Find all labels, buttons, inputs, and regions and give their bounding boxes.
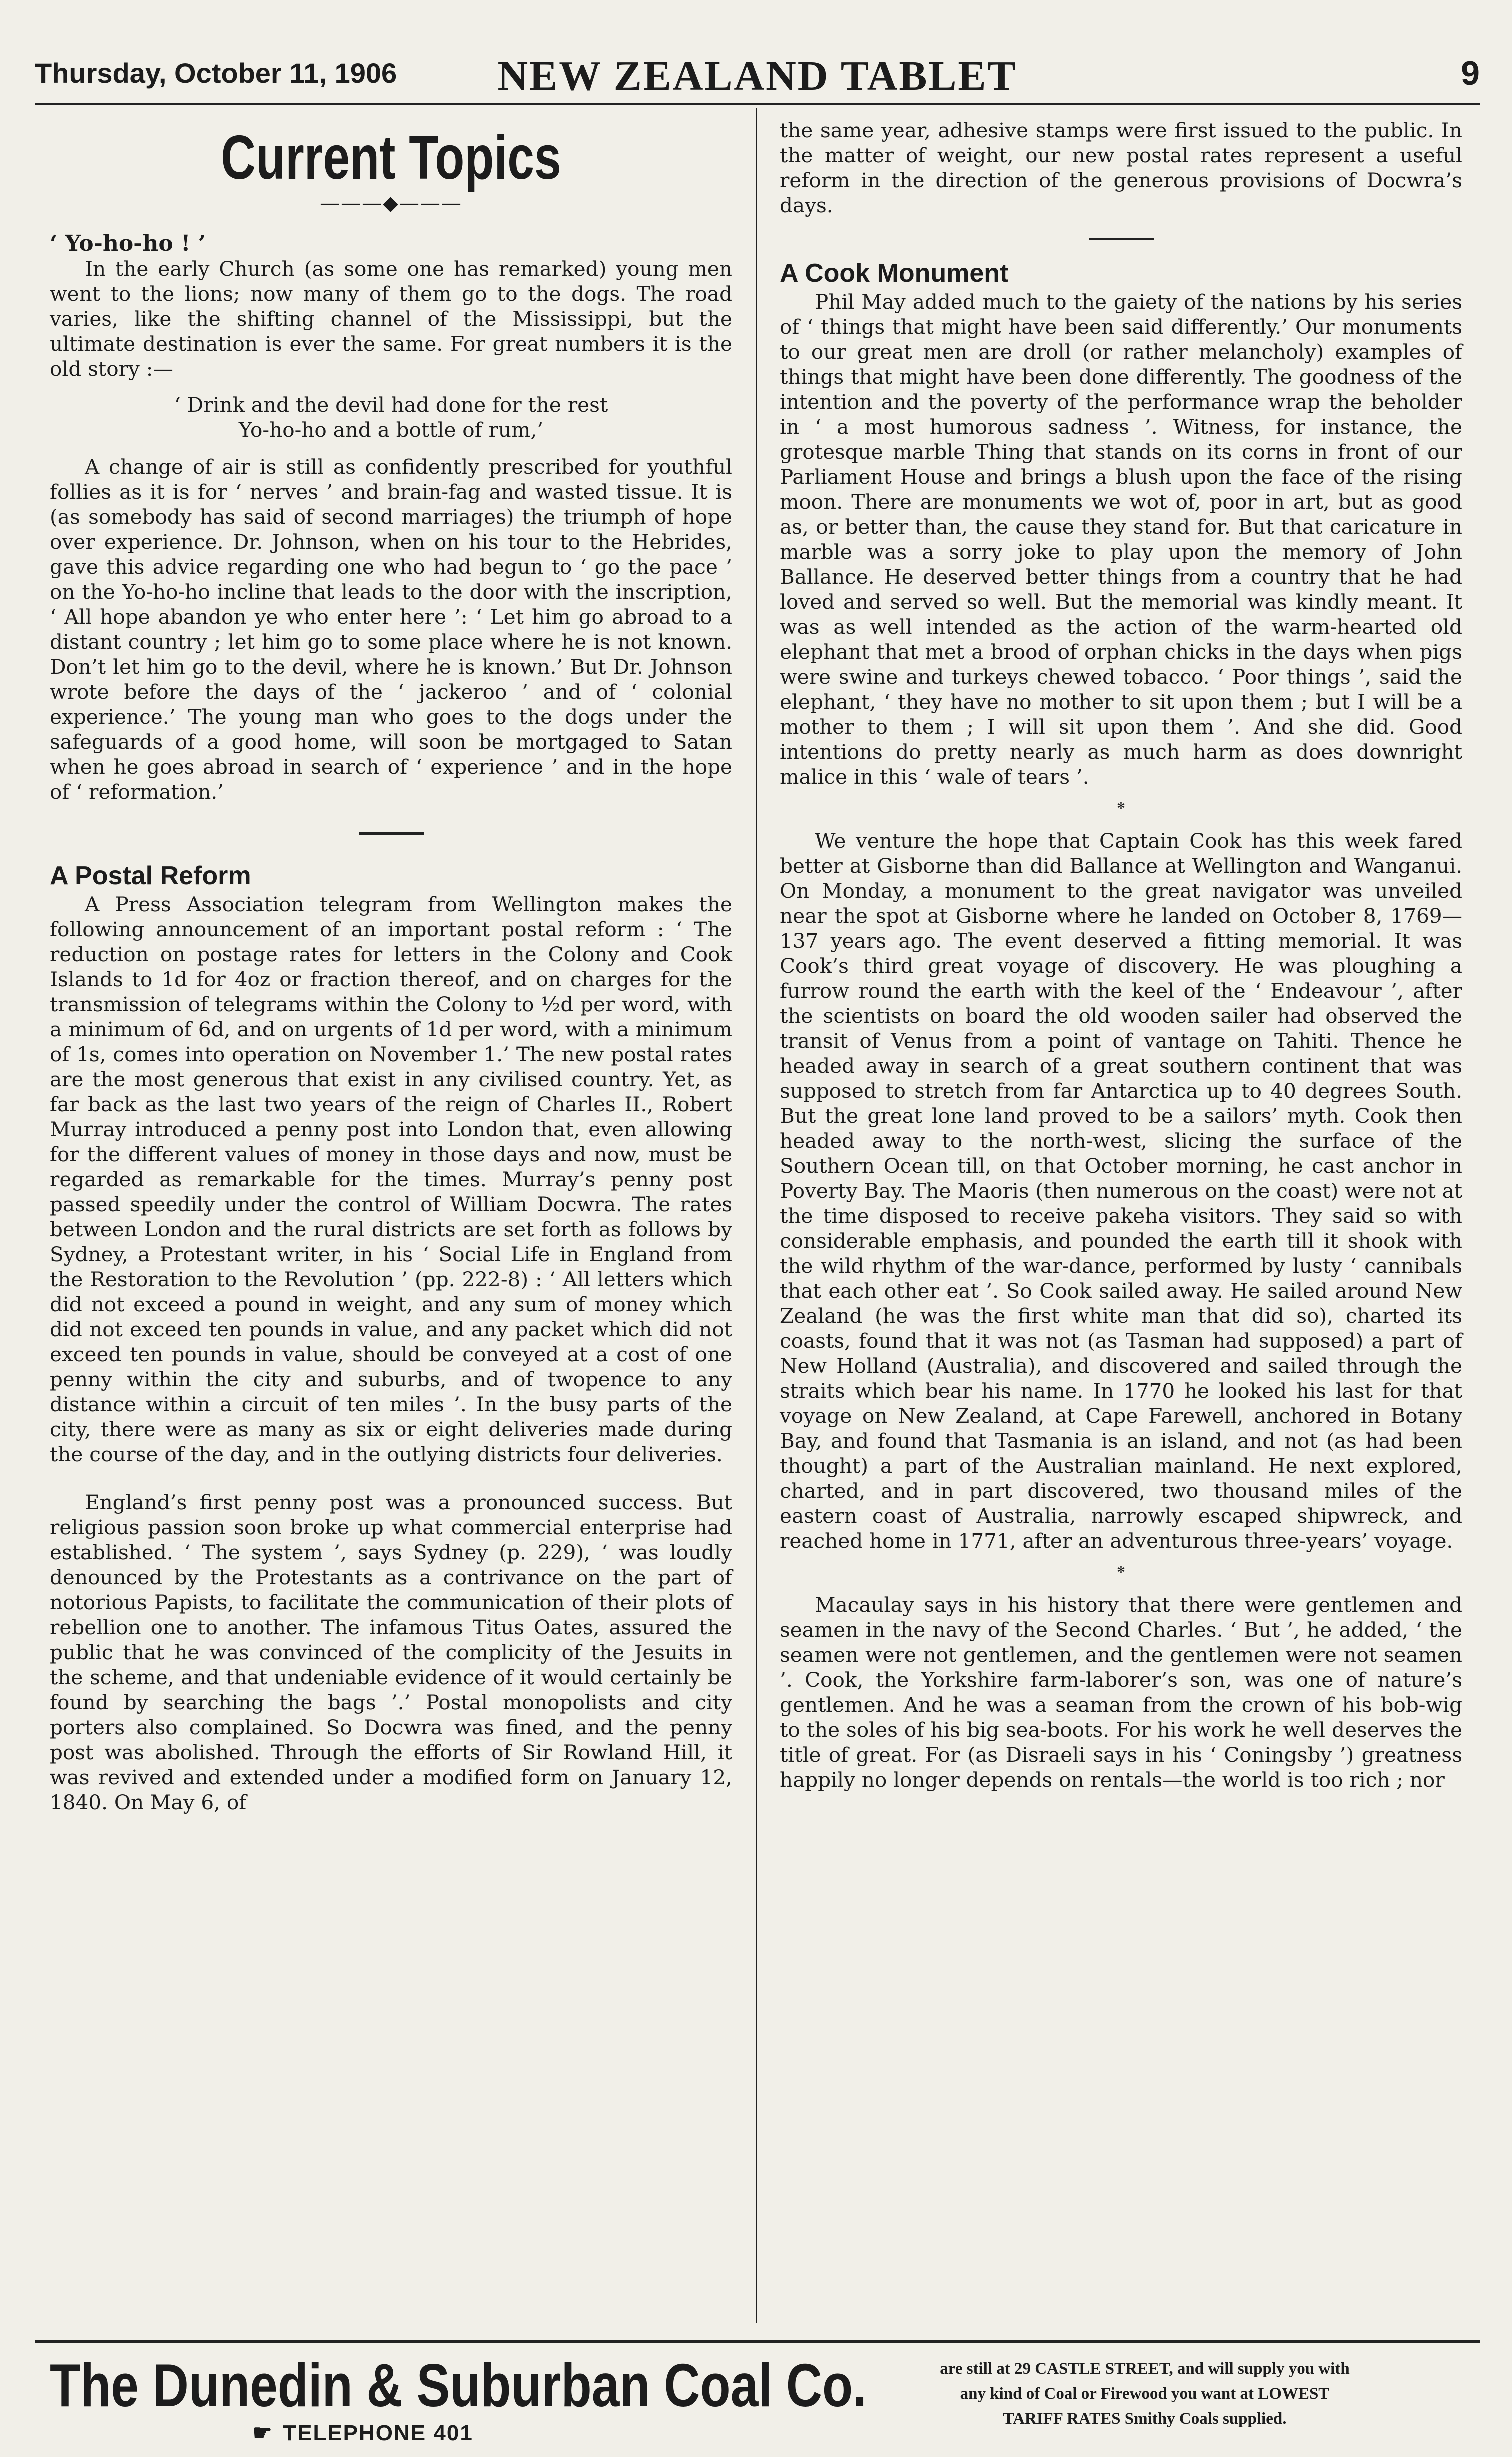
article-paragraph: England’s first penny post was a pronounced success. But religious passion soon broke up what commercial enterprise had established. ‘ The system ’, says Sydney (p. 229), ‘ was loudly denounced by the Protestants as a contrivance on the part of notorious Papists, to facilitate the communication of their plots of rebellion one to another. The infamous Titus Oates, assured the public that he was convinced of the complicity of the Jesuits in the scheme, and that undeniable evidence of it would certainly be found by searching the bags ’.’ Postal monopolists and city porters also complained. So Docwra was fined, and the penny post was abolished. Through the efforts of Sir Rowland Hill, it was revived and extended under a modified form on January 12, 1840. On May 6, of [50, 1490, 732, 1814]
phone-text: TELEPHONE 401 [283, 2421, 474, 2445]
telephone-hand-icon: ☛ [252, 2421, 274, 2445]
article-paragraph: We venture the hope that Captain Cook has this week fared better at Gisborne than did Ballance at Wellington and Wanganui. On Monday, a monument to the great navigator was unveiled near the spot at Gisborne where he landed on October 8, 1769—137 years ago. The event deserved a fitting memorial. It was Cook’s third great voyage of discovery. He was ploughing a furrow round the earth with the keel of the ‘ Endeavour ’, after the scientists on board the old wooden sailer had observed the transit of Venus from a point of vantage on Tahiti. Thence he headed away in search of a great southern continent that was supposed to stretch from far Antarctica up to 40 degrees South. But the great lone land proved to be a sailors’ myth. Cook then headed away to the north-west, slicing the surface of the Southern Ocean till, on that October morning, he cast anchor in Poverty Bay. The Maoris (then numerous on the coast) were not at the time disposed to receive pakeha visitors. They said so with considerable emphasis, and pounded the earth till it shook with the wild rhythm of the war-dance, performed by lusty ‘ cannibals that each other eat ’. So Cook sailed away. He sailed around New Zealand (he was the first white man that did so), charted its coasts, found that it was not (as Tasman had supposed) a part of New Holland (Australia), and discovered and sailed through the straits which bear his name. In 1770 he looked his last for that voyage on New Zealand, at Cape Farewell, anchored in Botany Bay, and found that Tasmania is an island, and not (as had been thought) a part of the Australian mainland. He next explored, charted, and in part discovered, two thousand miles of the eastern coast of Australia, narrowly escaped shipwreck, and reached home in 1771, after an adventurous three-years’ voyage. [780, 829, 1462, 1553]
issue-date: Thursday, October 11, 1906 [35, 57, 398, 89]
article-paragraph: Phil May added much to the gaiety of the nations by his series of ‘ things that might have been said differently.’ Our monuments to our great men are droll (or rather melancholy) examples of things that might have been done differently. The goodness of the intention and the poverty of the performance wrap the beholder in ‘ a most humorous sadness ’. Witness, for instance, the grotesque marble Thing that stands on its corns in front of our Parliament House and brings a blush upon the face of the rising moon. There are monuments we wot of, poor in art, but as good as, or better than, the cause they stand for. But that caricature in marble was a sorry joke to play upon the memory of John Ballance. He deserved better things from a country that he had loved and served so well. But the memorial was kindly meant. It was as well intended as the action of the warm-hearted old elephant that met a brood of orphan chicks in the days when pigs were swine and turkeys chewed tobacco. ‘ Poor things ’, said the elephant, ‘ they have no mother to sit upon them ; but I will be a mother to them ; I will sit upon them ’. And she did. Good intentions do pretty nearly as much harm as does downright malice in this ‘ wale of tears ’. [780, 290, 1462, 789]
article-paragraph: A change of air is still as confidently prescribed for youthful follies as it is for ‘ nerves ’ and brain-fag and wasted tissue. It is (as somebody has said of second marriages) the triumph of hope over experience. Dr. Johnson, when on his tour to the Hebrides, gave this advice regarding one who had begun to ‘ go the pace ’ on the Yo-ho-ho incline that leads to the door with the inscription, ‘ All hope abandon ye who enter here ’: ‘ Let him go abroad to a distant country ; let him go to some place where he is not known. Don’t let him go to the devil, where he is known.’ But Dr. Johnson wrote before the days of the ‘ jackeroo ’ and of ‘ colonial experience.’ The young man who goes to the dogs under the safeguards of a good home, will soon be mortgaged to Satan when he goes abroad in search of ‘ experience ’ and in the hope of ‘ reformation.’ [50, 455, 732, 804]
right-column [780, 118, 1462, 1792]
advertisement [30, 2350, 1480, 2445]
advertiser-phone [250, 2420, 474, 2446]
article-paragraph: A Press Association telegram from Wellington makes the following announcement of an important postal reform : ‘ The reduction on postage rates for letters in the Colony and Cook Islands to 1d for 4oz or fraction thereof, and on charges for the transmission of telegrams within the Colony to ½d per word, with a minimum of 6d, and on urgents of 1d per word, with a minimum of 1s, comes into operation on November 1.’ The new postal rates are the most generous that exist in any civilised country. Yet, as far back as the last two years of the reign of Charles II., Robert Murray introduced a penny post into London that, even allowing for the different values of money in those days and now, must be regarded as remarkable for the times. Murray’s penny post passed speedily under the control of William Docwra. The rates between London and the rural districts are set forth as follows by Sydney, a Protestant writer, in his ‘ Social Life in England from the Restoration to the Revolution ’ (pp. 222-8) : ‘ All letters which did not exceed a pound in weight, and any sum of money which did not exceed ten pounds in value, and any packet which did not exceed ten pounds in value, should be conveyed at a cost of one penny within the city and suburbs, and of twopence to any distance within a circuit of ten miles ’. In the busy parts of the city, there were as many as six or eight deliveries made during the course of the day, and in the outlying districts four deliveries. [50, 892, 732, 1466]
verse-line: ‘ Drink and the devil had done for the rest [174, 393, 608, 417]
verse-quote [50, 392, 732, 442]
ad-line: are still at 29 CASTLE STREET, and will supply you with [940, 2360, 1350, 2378]
ad-line: TARIFF RATES Smithy Coals supplied. [1003, 2410, 1287, 2428]
masthead-rule [35, 103, 1480, 105]
advertisement-rule [35, 2340, 1480, 2343]
publication-title: NEW ZEALAND TABLET [498, 53, 1018, 99]
section-heading-current-topics: Current Topics [221, 123, 562, 192]
section-rule [359, 832, 424, 835]
left-column [50, 125, 732, 1815]
article-paragraph: Macaulay says in his history that there were gentlemen and seamen in the navy of the Second Charles. ‘ But ’, he added, ‘ the seamen were not gentlemen, and the gentlemen were not seamen ’. Cook, the Yorkshire farm-laborer’s son, was one of nature’s gentlemen. And he was a seaman from the crown of his bob-wig to the soles of his big sea-boots. For his work he well deserves the title of great. For (as Disraeli says in his ‘ Coningsby ’) greatness happily no longer depends on rentals—the world is too rich ; nor [780, 1593, 1462, 1792]
article-title-yoho: ‘ Yo-ho-ho ! ’ [50, 231, 206, 256]
article-title-cook-monument: A Cook Monument [780, 259, 1009, 288]
page-number: 9 [1461, 54, 1480, 92]
article-paragraph-continued: the same year, adhesive stamps were first issued to the public. In the matter of weight, our new postal rates represent a useful reform in the direction of the generous provisions of Docwra’s days. [780, 118, 1462, 217]
article-paragraph: In the early Church (as some one has remarked) young men went to the lions; now many of them go to the dogs. The road varies, like the shifting channel of the Mississippi, but the ultimate destination is ever the same. For great numbers it is the old story :— [50, 257, 732, 381]
ornament-divider: ———◆——— [320, 192, 462, 215]
asterisk-separator: * [1117, 1564, 1126, 1581]
column-divider [756, 108, 758, 2323]
verse-line: Yo-ho-ho and a bottle of rum,’ [238, 418, 544, 442]
advertisement-copy [820, 2356, 1470, 2431]
advertiser-name: The Dunedin & Suburban Coal Co. [50, 2351, 867, 2419]
asterisk-separator: * [1117, 800, 1126, 817]
section-rule [1089, 238, 1154, 240]
masthead [35, 48, 1480, 103]
article-title-postal-reform: A Postal Reform [50, 861, 252, 890]
ad-line: any kind of Coal or Firewood you want at LOWEST [960, 2385, 1330, 2403]
